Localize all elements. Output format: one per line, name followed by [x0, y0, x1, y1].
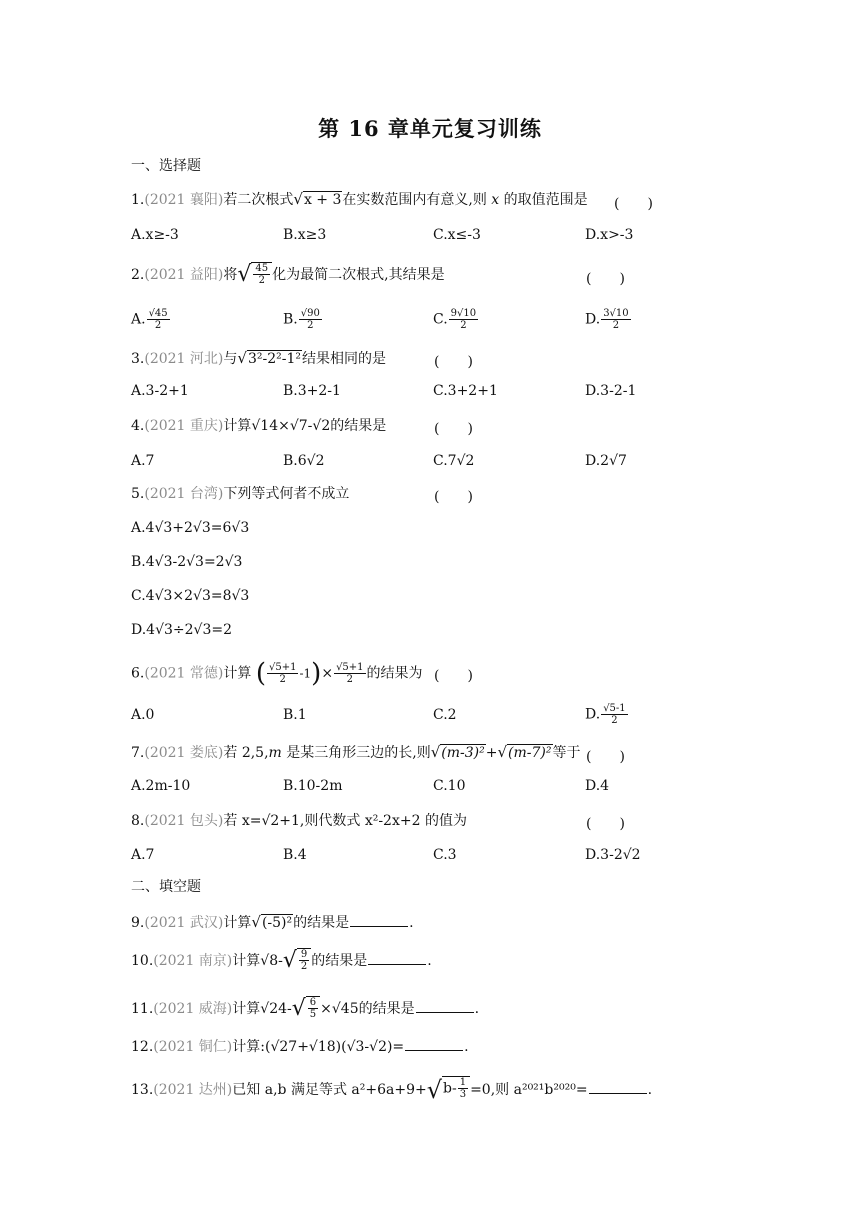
option-c: C.3+2+1 [433, 383, 498, 399]
option-c: C.2 [433, 707, 457, 723]
option-a: A.7 [131, 847, 155, 863]
question-12: 12.(2021 铜仁)计算:(√27+√18)(√3-√2)= . [131, 1036, 469, 1057]
option-b: B.1 [283, 707, 307, 723]
answer-paren: ( ) [614, 196, 653, 212]
option-b: B.4√3-2√3=2√3 [131, 554, 243, 570]
option-d: D.3-2√2 [585, 847, 641, 863]
option-b: B. $\frac{√90}{2}$ [283, 308, 320, 331]
option-b: B.4 [283, 847, 307, 863]
page-title: 第 16 章单元复习训练 [318, 116, 542, 141]
section-heading-fill: 二、填空题 [131, 879, 201, 895]
question-source: (2021 河北) [144, 351, 224, 367]
question-source: (2021 威海) [153, 1001, 233, 1017]
option-a: A.4√3+2√3=6√3 [131, 520, 250, 536]
question-9: 9.(2021 武汉)计算 √ (-5)² 的结果是 . [131, 913, 414, 931]
question-source: (2021 包头) [144, 813, 224, 829]
question-6: 6.(2021 常德)计算 ( $\frac{√5+1}{2}$ -1)× $\frac{√5+1}{2}$ 的结果为 [131, 658, 423, 689]
option-b: B.x≥3 [283, 227, 327, 243]
radical: √ $\frac{9}{2}$ [283, 948, 311, 974]
answer-blank [350, 912, 408, 927]
answer-blank [368, 950, 426, 965]
option-d: D.x>-3 [585, 227, 634, 243]
radical: √ x + 3 [293, 190, 342, 208]
question-8: 8.(2021 包头)若 x=√2+1,则代数式 x²-2x+2 的值为 [131, 813, 467, 829]
question-source: (2021 台湾) [144, 486, 224, 502]
question-13: 13.(2021 达州)已知 a,b 满足等式 a²+6a+9+ √ b- $\frac{1}{3}$ =0,则 a²⁰²¹b²⁰²⁰= . [131, 1076, 653, 1104]
option-d: D.4√3÷2√3=2 [131, 622, 233, 638]
answer-paren: ( ) [434, 668, 473, 684]
radical: √ $\frac{45}{2}$ [237, 262, 272, 288]
answer-paren: ( ) [434, 354, 473, 370]
answer-blank [416, 998, 474, 1013]
option-a: A.2m-10 [131, 778, 191, 794]
answer-paren: ( ) [434, 421, 473, 437]
option-c: C.x≤-3 [433, 227, 481, 243]
question-source: (2021 娄底) [144, 745, 224, 761]
option-b: B.10-2m [283, 778, 343, 794]
question-4: 4.(2021 重庆)计算√14×√7-√2的结果是 [131, 418, 387, 434]
option-a: A. $\frac{√45}{2}$ [131, 308, 168, 331]
question-2: 2.(2021 益阳)将 √ $\frac{45}{2}$ 化为最简二次根式,其结果是 [131, 262, 445, 287]
radical: √ (m-7)² [497, 743, 552, 761]
option-c: C.4√3×2√3=8√3 [131, 588, 250, 604]
question-source: (2021 武汉) [144, 915, 224, 931]
radical: √ $\frac{6}{5}$ [292, 996, 320, 1022]
question-source: (2021 达州) [153, 1082, 233, 1098]
question-source: (2021 常德) [144, 665, 224, 682]
radical: √ b- $\frac{1}{3}$ [427, 1076, 470, 1104]
option-a: A.7 [131, 453, 155, 469]
option-b: B.6√2 [283, 453, 325, 469]
option-d: D. $\frac{√5-1}{2}$ [585, 703, 626, 726]
answer-paren: ( ) [434, 489, 473, 505]
option-b: B.3+2-1 [283, 383, 341, 399]
option-d: D. $\frac{3√10}{2}$ [585, 308, 629, 331]
question-source: (2021 重庆) [144, 418, 224, 434]
answer-paren: ( ) [586, 271, 625, 287]
option-d: D.2√7 [585, 453, 627, 469]
question-source: (2021 襄阳) [144, 192, 224, 208]
option-d: D.4 [585, 778, 610, 794]
option-a: A.0 [131, 707, 155, 723]
option-c: C.10 [433, 778, 466, 794]
question-11: 11.(2021 威海)计算√24- √ $\frac{6}{5}$ ×√45的结果是 . [131, 996, 480, 1021]
question-1: 1.(2021 襄阳)若二次根式 √ x + 3 在实数范围内有意义,则 x 的取值范围是 [131, 190, 588, 208]
question-source: (2021 南京) [153, 953, 233, 969]
question-5: 5.(2021 台湾)下列等式何者不成立 [131, 486, 350, 502]
option-c: C.3 [433, 847, 457, 863]
option-a: A.3-2+1 [131, 383, 189, 399]
option-a: A.x≥-3 [131, 227, 179, 243]
question-3: 3.(2021 河北)与 √ 3²-2²-1² 结果相同的是 [131, 349, 386, 367]
radical: √ (m-3)² [430, 743, 485, 761]
option-d: D.3-2-1 [585, 383, 637, 399]
option-c: C.7√2 [433, 453, 475, 469]
question-7: 7.(2021 娄底)若 2,5,m 是某三角形三边的长,则 √ (m-3)² + √ (m-7)² 等于 [131, 743, 581, 761]
question-10: 10.(2021 南京)计算√8- √ $\frac{9}{2}$ 的结果是 . [131, 948, 432, 973]
radical: √ (-5)² [251, 913, 293, 931]
option-c: C. $\frac{9√10}{2}$ [433, 308, 477, 331]
answer-blank [405, 1036, 463, 1051]
radical: √ 3²-2²-1² [237, 349, 301, 367]
answer-paren: ( ) [586, 749, 625, 765]
answer-blank [589, 1079, 647, 1094]
section-heading-choice: 一、选择题 [131, 158, 201, 174]
question-source: (2021 铜仁) [153, 1039, 233, 1055]
question-source: (2021 益阳) [144, 267, 224, 283]
answer-paren: ( ) [586, 816, 625, 832]
